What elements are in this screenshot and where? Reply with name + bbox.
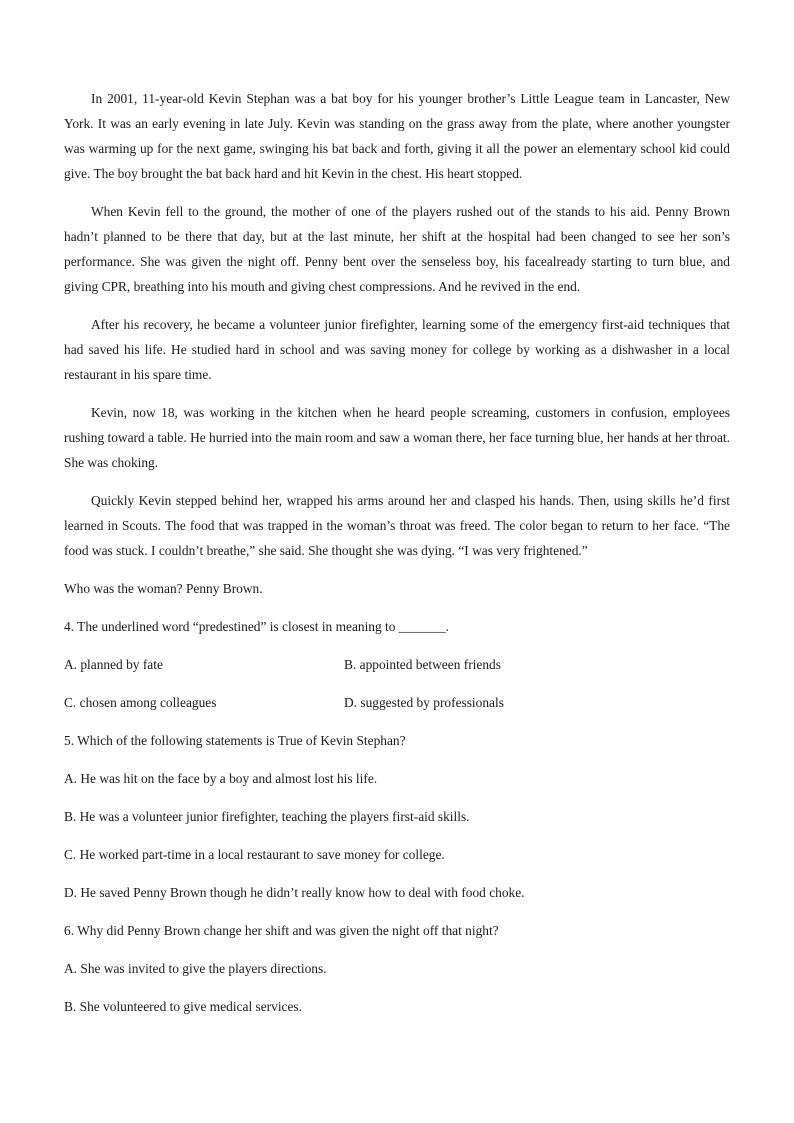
q4-option-b: B. appointed between friends bbox=[344, 657, 501, 672]
passage-paragraph-5: Quickly Kevin stepped behind her, wrapped his arms around her and clasped his hands. Then, using skills he’d first learned in Scouts. The food that was trapped in the woman’s throat was freed. The color began to return to her face. “The food was stuck. I couldn’t breathe,” she said. She thought she was dying. “I was very frightened.” bbox=[64, 493, 730, 558]
q5-option-d: D. He saved Penny Brown though he didn’t really know how to deal with food choke. bbox=[64, 885, 525, 900]
passage-paragraph-3: After his recovery, he became a volunteer junior firefighter, learning some of the emergency first-aid techniques that had saved his life. He studied hard in school and was saving money for college by working as a dishwasher in a local restaurant in his spare time. bbox=[64, 317, 730, 382]
q6-option-b: B. She volunteered to give medical services. bbox=[64, 999, 302, 1014]
passage-paragraph-2: When Kevin fell to the ground, the mother of one of the players rushed out of the stands to his aid. Penny Brown hadn’t planned to be there that day, but at the last minute, her shift at the hospital had been changed to see her son’s performance. She was given the night off. Penny bent over the senseless boy, his facealready starting to turn blue, and giving CPR, breathing into his mouth and giving chest compressions. And he revived in the end. bbox=[64, 204, 730, 294]
passage-paragraph-1: In 2001, 11-year-old Kevin Stephan was a bat boy for his younger brother’s Little League team in Lancaster, New York. It was an early evening in late July. Kevin was standing on the grass away from the plate, where another youngster was warming up for the next game, swinging his bat back and forth, giving it all the power an elementary school kid could give. The boy brought the bat back hard and hit Kevin in the chest. His heart stopped. bbox=[64, 91, 730, 181]
answer-line: Who was the woman? Penny Brown. bbox=[64, 581, 263, 596]
q5-option-a: A. He was hit on the face by a boy and almost lost his life. bbox=[64, 771, 378, 786]
q6-option-a: A. She was invited to give the players directions. bbox=[64, 961, 327, 976]
q4-option-d: D. suggested by professionals bbox=[344, 695, 504, 710]
q4-option-a: A. planned by fate bbox=[64, 657, 163, 672]
question-4: 4. The underlined word “predestined” is closest in meaning to _______. bbox=[64, 619, 450, 634]
question-4-options-row-2 bbox=[64, 690, 730, 715]
q5-option-b: B. He was a volunteer junior firefighter, teaching the players first-aid skills. bbox=[64, 809, 470, 824]
question-5: 5. Which of the following statements is True of Kevin Stephan? bbox=[64, 733, 406, 748]
question-4-options-row-1 bbox=[64, 652, 730, 677]
question-6: 6. Why did Penny Brown change her shift and was given the night off that night? bbox=[64, 923, 499, 938]
q4-option-c: C. chosen among colleagues bbox=[64, 695, 217, 710]
passage-paragraph-4: Kevin, now 18, was working in the kitchen when he heard people screaming, customers in confusion, employees rushing toward a table. He hurried into the main room and saw a woman there, her face turning blue, her hands at her throat. She was choking. bbox=[64, 405, 730, 470]
document-page bbox=[64, 86, 730, 1032]
q5-option-c: C. He worked part-time in a local restaurant to save money for college. bbox=[64, 847, 445, 862]
